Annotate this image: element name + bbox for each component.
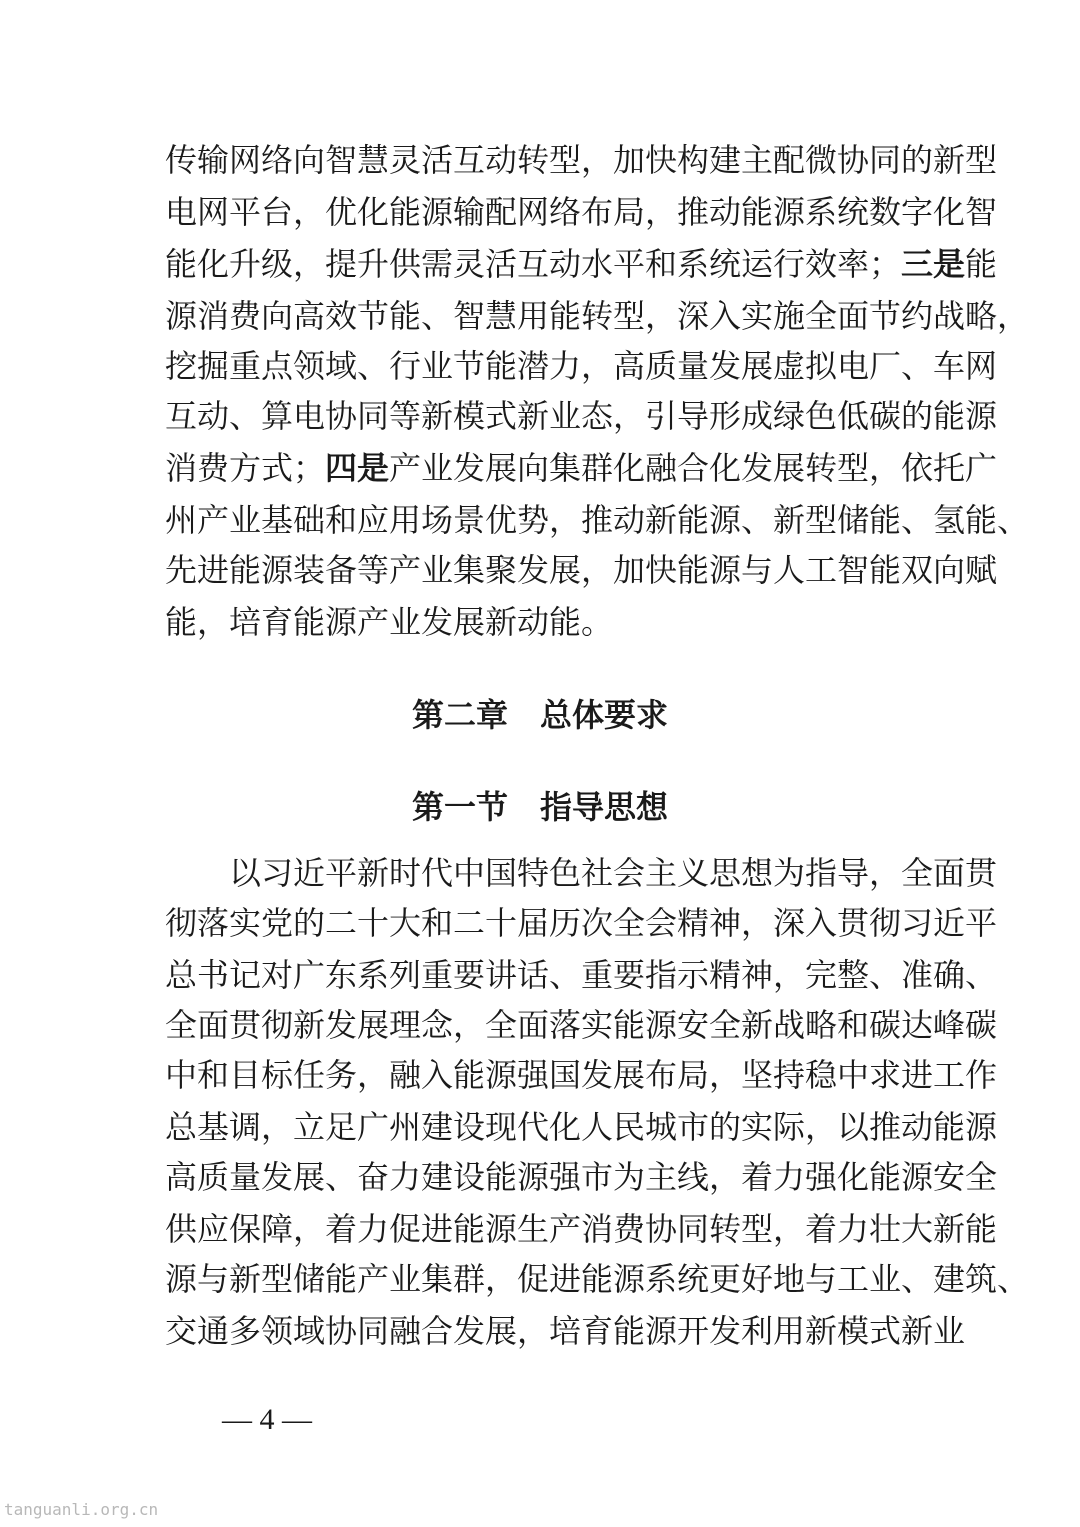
page-number: — 4 — bbox=[222, 1403, 312, 1436]
paragraph-line: 交通多领域协同融合发展，培育能源开发利用新模式新业 bbox=[165, 1312, 966, 1350]
paragraph-line bbox=[165, 443, 998, 493]
paragraph-line: 州产业基础和应用场景优势，推动新能源、新型储能、氢能、 bbox=[165, 501, 1030, 539]
paragraph-line: 高质量发展、奋力建设能源强市为主线，着力强化能源安全 bbox=[165, 1158, 998, 1196]
paragraph-line-text: 消费方式； bbox=[165, 449, 326, 487]
paragraph-line: 电网平台，优化能源输配网络布局，推动能源系统数字化智 bbox=[165, 193, 998, 231]
watermark-text: tanguanli.org.cn bbox=[4, 1500, 159, 1519]
paragraph-line: 先进能源装备等产业集聚发展，加快能源与人工智能双向赋 bbox=[165, 551, 998, 589]
paragraph-line: 挖掘重点领域、行业节能潜力，高质量发展虚拟电厂、车网 bbox=[165, 347, 998, 385]
paragraph-line: 以习近平新时代中国特色社会主义思想为指导，全面贯 bbox=[229, 854, 998, 892]
paragraph-line: 供应保障，着力促进能源生产消费协同转型，着力壮大新能 bbox=[165, 1210, 998, 1248]
paragraph-line: 传输网络向智慧灵活互动转型，加快构建主配微协同的新型 bbox=[165, 141, 998, 179]
paragraph-line: 源与新型储能产业集群，促进能源系统更好地与工业、建筑、 bbox=[165, 1260, 1030, 1298]
paragraph-line: 源消费向高效节能、智慧用能转型，深入实施全面节约战略， bbox=[165, 297, 1030, 335]
paragraph-line-text: 能 bbox=[965, 245, 998, 283]
bold-keyword: 四是 bbox=[325, 449, 390, 487]
paragraph-line: 总基调，立足广州建设现代化人民城市的实际，以推动能源 bbox=[165, 1108, 998, 1146]
bold-keyword: 三是 bbox=[901, 245, 966, 283]
paragraph-line: 中和目标任务，融入能源强国发展布局，坚持稳中求进工作 bbox=[165, 1056, 998, 1094]
paragraph-line-text: 能化升级，提升供需灵活互动水平和系统运行效率； bbox=[165, 245, 902, 283]
paragraph-line: 能，培育能源产业发展新动能。 bbox=[165, 603, 614, 641]
paragraph-line: 彻落实党的二十大和二十届历次全会精神，深入贯彻习近平 bbox=[165, 904, 998, 942]
paragraph-line: 总书记对广东系列重要讲话、重要指示精神，完整、准确、 bbox=[165, 956, 998, 994]
paragraph-line bbox=[165, 239, 998, 289]
paragraph-line-text: 产业发展向集群化融合化发展转型，依托广 bbox=[389, 449, 998, 487]
paragraph-line: 全面贯彻新发展理念，全面落实能源安全新战略和碳达峰碳 bbox=[165, 1006, 998, 1044]
paragraph-line: 互动、算电协同等新模式新业态，引导形成绿色低碳的能源 bbox=[165, 397, 998, 435]
section-heading: 第一节 指导思想 bbox=[411, 788, 668, 826]
chapter-heading: 第二章 总体要求 bbox=[411, 696, 668, 734]
